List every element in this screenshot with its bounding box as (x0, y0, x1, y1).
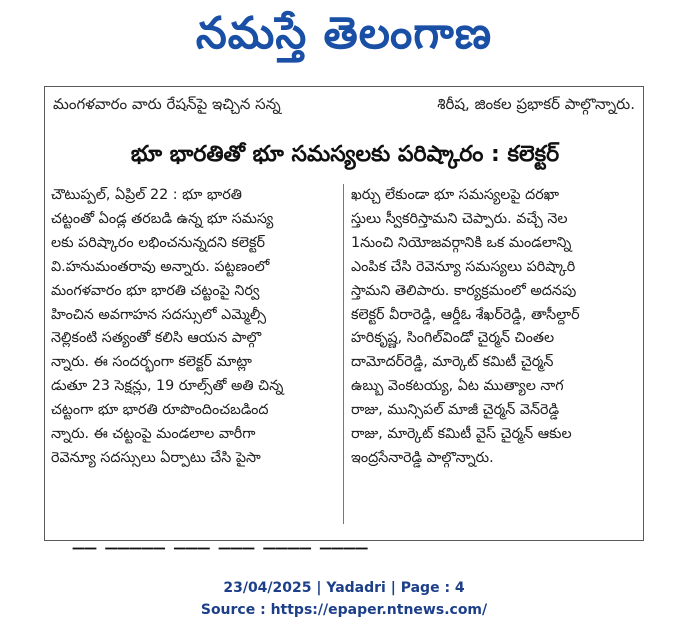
column-line: 1నుంచి నియోజవర్గానికి ఒక మండలాన్ని (351, 234, 572, 251)
topline-right: శిరీష, జింకల ప్రభాకర్‌ పాల్గొన్నారు. (437, 95, 635, 113)
column-line: రెవెన్యూ సదస్సులు ఏర్పాటు చేసి పైసా (51, 449, 261, 466)
edition-info: 23/04/2025 | Yadadri | Page : 4 (223, 580, 465, 596)
topline-left: మంగళవారం వారు రేషన్‌పై ఇచ్చిన సన్న (53, 95, 281, 113)
column-line: ఉబ్బు వెంకటయ్య, ఏట ముత్యాల నాగ (351, 378, 564, 395)
column-line: మంగళవారం భూ భారతి చట్టంపై నిర్వ (51, 282, 260, 299)
right-column (351, 184, 634, 471)
column-line: స్తులు స్వీకరిస్తామని చెప్పారు. వచ్చే నెల (351, 210, 568, 227)
column-line: రాజు, మున్సిపల్‌ మాజీ చైర్మన్‌ వెన్‌రెడ్డి (351, 402, 560, 419)
column-line: ఖర్చు లేకుండా భూ సమస్యలపై దరఖా (351, 187, 560, 203)
column-line: స్తామని తెలిపారు. కార్యక్రమంలో అదనపు (351, 282, 577, 299)
column-line: హించిన అవగాహన సదస్సులో ఎమ్మెల్సీ (51, 306, 267, 323)
column-line: హరికృష్ణ, సింగిల్‌విండో చైర్మన్‌ చింతల (351, 330, 555, 347)
column-line: న్నారు. ఈ చట్టంపై మండలాల వారీగా (51, 426, 256, 443)
left-column (51, 184, 334, 471)
column-line: ఎంపిక చేసి రెవెన్యూ సమస్యలు పరిష్కారి (351, 258, 576, 275)
column-line: కలెక్టర్‌ వీరారెడ్డి, ఆర్డీఓ శేఖర్‌రెడ్డి, తాసీల్దార్‌ (351, 306, 580, 323)
column-line: రాజు, మార్కెట్‌ కమిటీ వైస్‌ చైర్మన్‌ ఆకుల (351, 426, 572, 443)
column-line: న్నారు. ఈ సందర్భంగా కలెక్టర్‌ మాట్లా (51, 354, 252, 371)
column-line: దామోదర్‌రెడ్డి, మార్కెట్‌ కమిటీ చైర్మన్‌ (351, 354, 554, 371)
column-line: ఇంద్రసేనారెడ్డి పాల్గొన్నారు. (351, 449, 494, 466)
article-headline: భూ భారతితో భూ సమస్యలకు పరిష్కారం : కలెక్టర్ (130, 142, 560, 167)
column-line: డుతూ 23 సెక్షన్లు, 19 రూల్స్‌తో అతి చిన్న (51, 378, 284, 395)
next-headline-clipped-text: ⎯⎯ ⎯⎯⎯⎯⎯ ⎯⎯⎯ ⎯⎯⎯ ⎯⎯⎯⎯ ⎯⎯⎯⎯ (73, 535, 369, 560)
next-headline-fragment (73, 531, 633, 560)
source-link[interactable]: Source : https://epaper.ntnews.com/ (200, 602, 488, 618)
column-line: లకు పరిష్కారం లభించనున్నదని కలెక్టర్‌ (51, 234, 265, 251)
column-line: చట్టంతో ఏండ్ల తరబడి ఉన్న భూ సమస్య (51, 210, 274, 227)
newspaper-logo: నమస్తే తెలంగాణ (195, 8, 493, 59)
column-line: చౌటుప్పల్‌, ఏప్రిల్‌ 22 : భూ భారతి (51, 187, 242, 203)
page-footer (0, 577, 688, 621)
column-line: వి.హనుమంతరావు అన్నారు. పట్టణంలో (51, 258, 270, 275)
column-line: నెల్లికంటి సత్యంతో కలిసి ఆయన పాల్గొ (51, 330, 262, 347)
column-divider (343, 184, 344, 524)
article-clipping (44, 86, 644, 560)
previous-article-fragment (53, 95, 635, 119)
column-line: చట్టంగా భూ భారతి రూపొందించబడింద (51, 402, 269, 419)
masthead (0, 0, 688, 78)
